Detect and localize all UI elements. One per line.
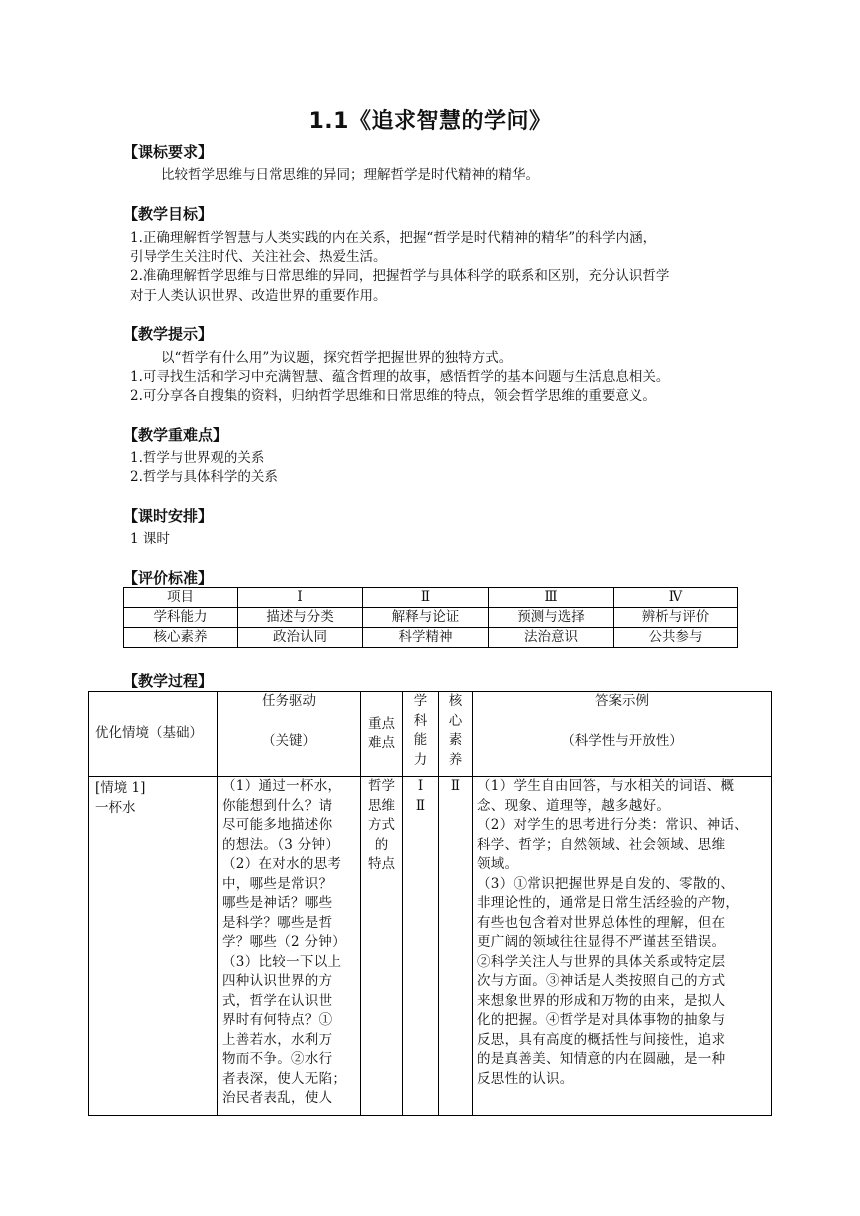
table-cell: 法治意识 [489,628,614,648]
table-row [124,608,738,628]
mubiao-line: 1.正确理解哲学智慧与人类实践的内在关系，把握“哲学是时代精神的精华”的科学内涵， [130,230,657,246]
header-ability-char: 科 [413,712,428,729]
task-line: 是科学？哪些是哲 [222,914,333,931]
keshi-text: 1 课时 [130,531,170,547]
task-line: 者表深，使人无陷； [222,1070,347,1087]
section-heading-guocheng: 【教学过程】 [123,672,214,690]
task-cell [218,777,361,1116]
header-situation-label: 优化情境（基础） [95,725,203,742]
tishi-line: 1.可寻找生活和学习中充满智慧、蕴含哲理的故事，感悟哲学的基本问题与生活息息相关。 [130,369,670,385]
tishi-line: 2.可分享各自搜集的资料，归纳哲学思维和日常思维的特点，领会哲学思维的重要意义。 [130,388,656,404]
header-task [218,692,361,777]
answer-line: （3）①常识把握世界是自发的、零散的、 [477,875,735,892]
header-literacy-char: 养 [448,751,463,768]
header-ability-char: 能 [413,732,428,748]
keypoint-line: 思维 [368,797,395,814]
answer-line: 反思，具有高度的概括性与间接性，追求 [477,1031,726,1048]
header-answer [473,692,772,777]
header-situation [89,692,218,777]
header-ability-char: 学 [413,693,428,709]
header-ability-char: 力 [413,751,428,768]
task-line: 四种认识世界的方 [222,973,333,989]
keypoint-line: 的 [374,836,389,853]
task-line: （3）比较一下以上 [222,953,342,970]
header-keypoint-char: 重点 [368,715,395,732]
ability-level: Ⅰ [417,778,424,794]
header-literacy [439,692,473,777]
mubiao-line: 2.准确理解哲学思维与日常思维的异同，把握哲学与具体科学的联系和区别，充分认识哲学 [130,268,670,284]
mubiao-line: 引导学生关注时代、关注社会、热爱生活。 [130,249,387,265]
task-line: 式，哲学在认识世 [222,992,333,1009]
situation-cell [89,777,218,1116]
table-cell: 政治认同 [238,628,363,648]
header-literacy-char: 核 [448,693,463,709]
task-line: 你能想到什么？请 [222,797,333,814]
table-cell: 辨析与评价 [614,608,738,628]
answer-line: 念、现象、道理等，越多越好。 [477,797,671,814]
table-cell: 核心素养 [124,628,238,648]
answer-line: 有些也包含着对世界总体性的理解，但在 [477,914,726,931]
task-line: 治民者表乱，使人 [222,1090,333,1106]
answer-line: 领域。 [477,856,519,872]
answer-line: （1）学生自由回答，与水相关的词语、概 [477,778,735,794]
process-table [88,691,772,1116]
keypoint-line: 哲学 [368,778,395,794]
table-cell: 项目 [124,588,238,608]
section-heading-kebiao: 【课标要求】 [123,143,214,161]
header-keypoint [361,692,403,777]
table-cell: 预测与选择 [489,608,614,628]
table-header-row [89,692,772,777]
literacy-level: Ⅱ [450,778,461,794]
situation-label: [情境 1] [95,780,146,796]
section-heading-keshi: 【课时安排】 [123,507,214,525]
header-ability [403,692,439,777]
section-heading-mubiao: 【教学目标】 [123,205,214,223]
section-heading-pingjia: 【评价标准】 [123,569,214,587]
table-cell: 解释与论证 [363,608,489,628]
answer-line: 更广阔的领域往往显得不严谨甚至错误。 [477,934,726,950]
answer-line: 来想象世界的形成和万物的由来，是拟人 [477,992,726,1009]
evaluation-table [123,587,738,648]
header-task-sublabel: （关键） [262,732,316,749]
task-line: 的想法。（3 分钟） [222,836,340,853]
table-cell: Ⅳ [614,588,738,608]
answer-line: （2）对学生的思考进行分类：常识、神话、 [477,817,749,833]
section-heading-tishi: 【教学提示】 [123,325,214,343]
task-line: 尽可能多地描述你 [222,817,333,833]
kebiao-text: 比较哲学思维与日常思维的异同；理解哲学是时代精神的精华。 [161,167,539,183]
answer-line: 反思性的认识。 [477,1070,574,1087]
literacy-cell [439,777,473,1116]
header-answer-sublabel: （科学性与开放性） [561,732,683,749]
task-line: （2）在对水的思考 [222,856,342,872]
table-cell: 科学精神 [363,628,489,648]
table-cell: Ⅰ [238,588,363,608]
zhongnan-line: 1.哲学与世界观的关系 [130,450,265,466]
table-cell: Ⅲ [489,588,614,608]
header-task-label: 任务驱动 [262,693,316,709]
table-row [124,628,738,648]
answer-line: 化的把握。④哲学是对具体事物的抽象与 [477,1012,726,1028]
task-line: 上善若水，水利万 [222,1031,333,1048]
task-line: （1）通过一杯水， [222,778,342,794]
keypoint-line: 方式 [368,817,395,833]
header-literacy-char: 素 [448,732,463,748]
mubiao-line: 对于人类认识世界、改造世界的重要作用。 [130,288,387,304]
answer-line: 次与方面。③神话是人类按照自己的方式 [477,973,726,989]
table-row [124,588,738,608]
task-line: 界时有何特点？① [222,1012,333,1028]
table-row [89,777,772,1116]
answer-line: 非理论性的，通常是日常生活经验的产物， [477,895,740,911]
answer-line: ②科学关注人与世界的具体关系或特定层 [477,953,726,970]
task-line: 学？哪些（2 分钟） [222,934,346,950]
zhongnan-line: 2.哲学与具体科学的关系 [130,469,278,485]
header-literacy-char: 心 [448,712,463,729]
answer-line: 科学、哲学；自然领域、社会领域、思维 [477,836,726,853]
keypoint-line: 特点 [368,856,395,872]
header-answer-label: 答案示例 [595,693,649,709]
answer-text [477,777,767,1107]
tishi-line: 以“哲学有什么用”为议题，探究哲学把握世界的独特方式。 [161,350,513,366]
ability-level: Ⅱ [415,797,426,814]
table-cell: Ⅱ [363,588,489,608]
task-text [222,777,356,1107]
answer-line: 的是真善美、知情意的内在圆融，是一种 [477,1051,726,1067]
task-line: 哪些是神话？哪些 [222,895,333,911]
task-line: 物而不争。②水行 [222,1051,333,1067]
page-title: 1.1《追求智慧的学问》 [308,109,552,134]
table-cell: 公共参与 [614,628,738,648]
keypoint-cell [361,777,403,1116]
task-line: 中，哪些是常识？ [222,875,333,892]
table-cell: 学科能力 [124,608,238,628]
situation-text: 一杯水 [95,799,136,816]
table-cell: 描述与分类 [238,608,363,628]
header-keypoint-char: 难点 [368,735,395,751]
answer-cell [473,777,772,1116]
ability-cell [403,777,439,1116]
section-heading-zhongnan: 【教学重难点】 [123,426,229,444]
